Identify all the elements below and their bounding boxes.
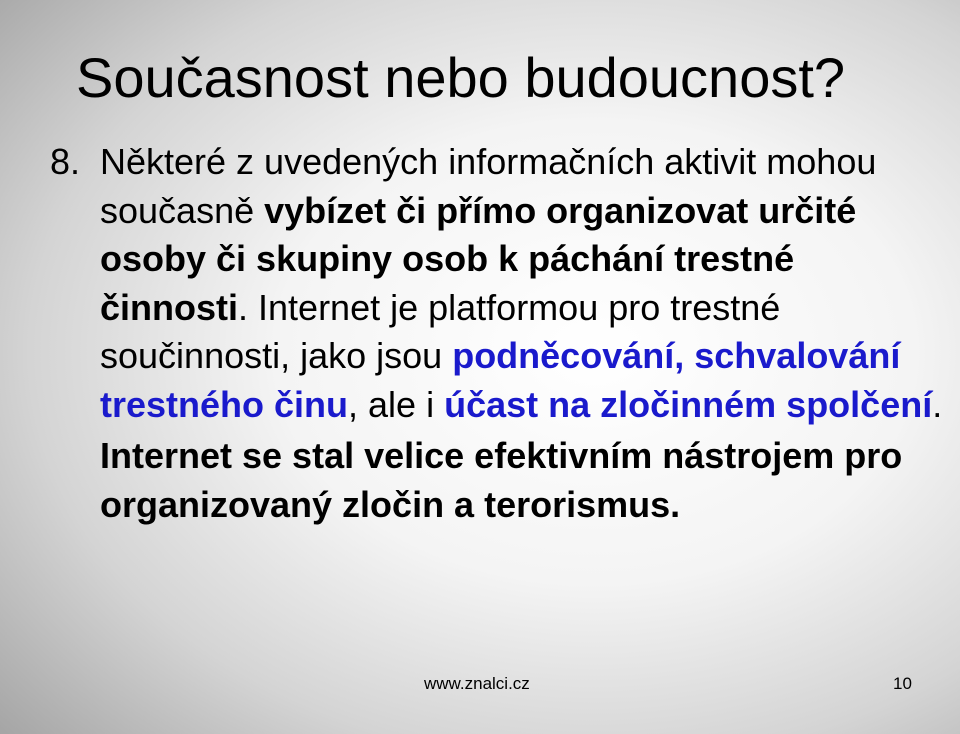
page-number: 10 [893,674,912,693]
emphasis-blue: podněcování, schvalování trestného činu [100,335,901,425]
paragraph-2: Internet se stal velice efektivním nástrojem pro organizovaný zločin a terorismus. [100,435,903,525]
slide-body [100,138,950,529]
text-run: . [932,383,943,425]
text-run: , ale i [348,383,445,425]
slide-title: Současnost nebo budoucnost? [76,46,846,109]
emphasis-bold: vybízet či přímo organizovat určité osoby či skupiny osob k páchání trestné činnosti [100,189,857,328]
text-run: . Internet je platformou pro trestné součinnosti, jako jsou [100,286,781,376]
emphasis-blue: účast na zločinném spolčení [444,383,933,425]
footer-url: www.znalci.cz [424,674,530,693]
item-number: 8. [50,141,81,182]
text-run: Některé z uvedených informačních aktivit mohou současně [100,141,877,231]
paragraph-1 [100,138,950,429]
